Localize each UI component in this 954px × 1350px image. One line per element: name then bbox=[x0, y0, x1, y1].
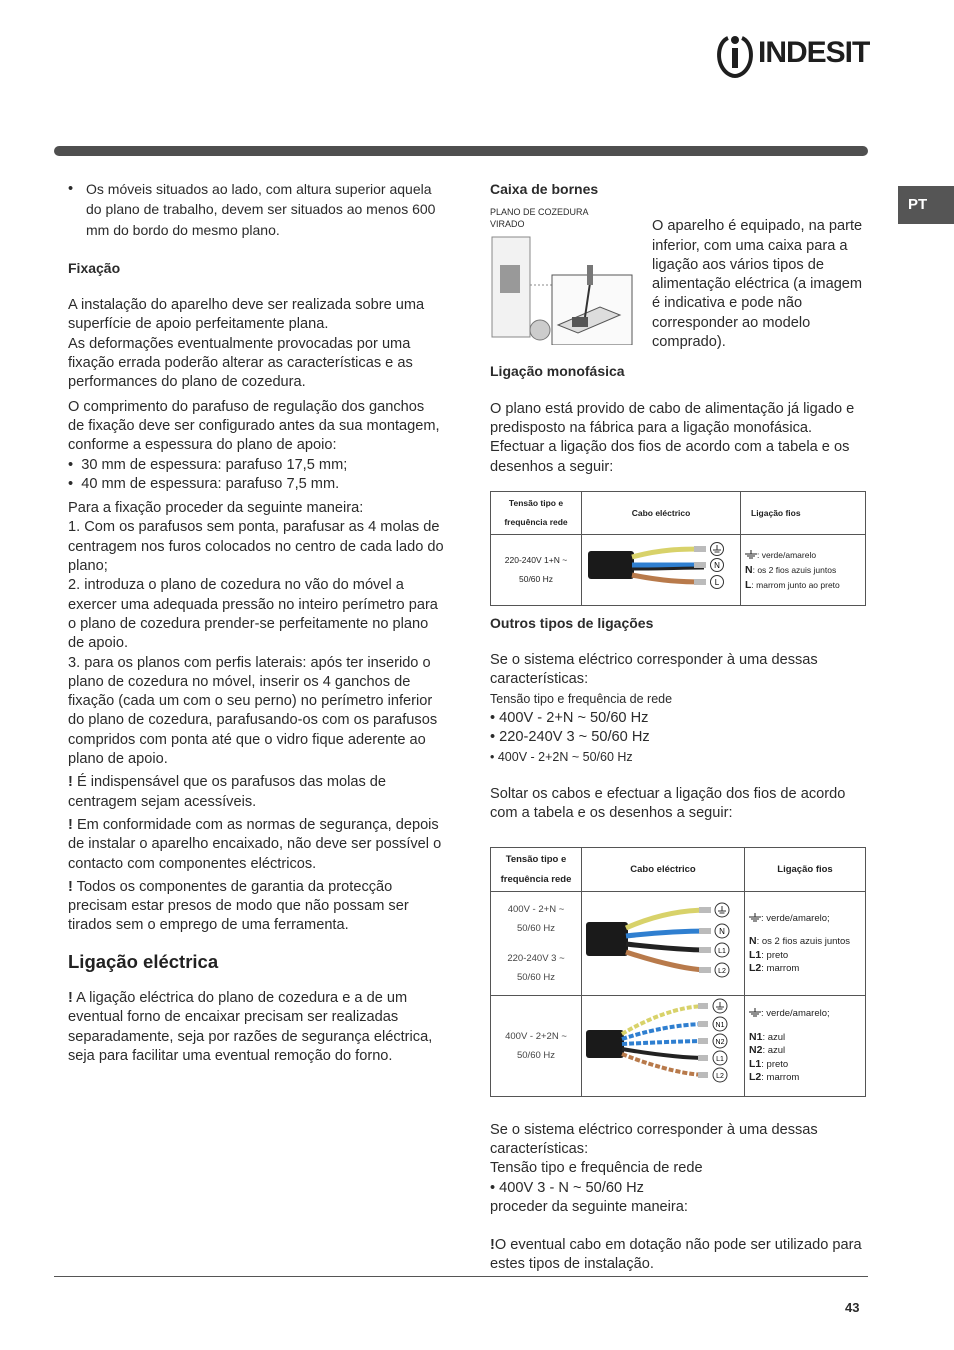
t2-r1-n-key: N bbox=[749, 935, 757, 948]
svg-text:L2: L2 bbox=[716, 1073, 724, 1081]
t2-r1-l2-key: L2 bbox=[749, 962, 762, 975]
warning-1: ! É indispensável que os parafusos das molas de centragem sejam acessíveis. bbox=[68, 774, 387, 810]
final-warning-text: O eventual cabo em dotação não pode ser utilizado para estes tipos de instalação. bbox=[490, 1237, 862, 1273]
terminal-box-illustration bbox=[490, 199, 640, 339]
fixacao-p1: A instalação do aparelho deve ser realizada sobre uma superfície de apoio perfeitamente plana. bbox=[68, 297, 425, 333]
t2-r2-l1-key: L1 bbox=[749, 1057, 762, 1070]
outros-b2: • 220-240V 3 ~ 50/60 Hz bbox=[490, 729, 650, 746]
t2-r2-n1-text: : azul bbox=[762, 1031, 786, 1043]
t1-voltage: 220-240V 1+N ~ 50/60 Hz bbox=[491, 535, 582, 605]
final-p4: proceder da seguinte maneira: bbox=[490, 1198, 688, 1215]
fixacao-bullet-1-text: 30 mm de espessura: parafuso 17,5 mm; bbox=[81, 456, 348, 473]
outros-b1: • 400V - 2+N ~ 50/60 Hz bbox=[490, 709, 649, 726]
fixacao-step-1: 1. Com os parafusos sem ponta, parafusar as 4 molas de centragem nos furos colocados no centro de cada lado do plano; bbox=[68, 519, 444, 575]
t2-r1-l2 bbox=[749, 962, 861, 976]
t2-r2-ground bbox=[749, 1007, 861, 1021]
warning-3: ! Todos os componentes de garantia da protecção precisam estar presos de modo que não possam ser tirados sem o emprego de uma ferramenta. bbox=[68, 878, 409, 934]
t2-r2-l1-text: : preto bbox=[761, 1058, 789, 1070]
mono-title: Ligação monofásica bbox=[490, 363, 625, 380]
t1-header-wiring: Ligação fios bbox=[741, 491, 866, 535]
outros-p2: Tensão tipo e frequência de rede bbox=[490, 691, 673, 706]
outros-p3: Soltar os cabos e efectuar a ligação dos fios de acordo com a tabela e os desenhos a seguir: bbox=[490, 785, 846, 822]
t2-r2-n2 bbox=[749, 1044, 861, 1058]
outros-title: Outros tipos de ligações bbox=[490, 614, 654, 631]
ground-icon bbox=[749, 1008, 761, 1017]
left-column bbox=[68, 180, 444, 1066]
t2-row2-legend bbox=[745, 996, 866, 1096]
t1-cable-drawing bbox=[582, 535, 741, 605]
caixa-block bbox=[490, 199, 868, 352]
header-bar bbox=[54, 146, 868, 156]
t1-ground-text: : verde/amarelo bbox=[757, 549, 817, 560]
t2-r2-ground-text: : verde/amarelo; bbox=[761, 1008, 830, 1020]
svg-text:L: L bbox=[714, 578, 720, 588]
mono-text: O plano está provido de cabo de alimentação já ligado e predisposto na fábrica para a ligação monofásica. Efectuar a ligação dos fios de acordo com a tabela e os desenhos a seguir: bbox=[490, 400, 855, 475]
t2-r1-l1-key: L1 bbox=[749, 948, 762, 961]
fixacao-title: Fixação bbox=[68, 259, 121, 276]
t2-r1-l1 bbox=[749, 949, 861, 963]
final-p3: • 400V 3 - N ~ 50/60 Hz bbox=[490, 1179, 644, 1196]
t1-legend-l bbox=[745, 578, 861, 593]
svg-text:L2: L2 bbox=[718, 968, 726, 976]
svg-text:N: N bbox=[719, 927, 725, 937]
svg-text:N1: N1 bbox=[715, 1022, 725, 1030]
t2-r1-v1: 400V - 2+N ~ 50/60 Hz bbox=[507, 904, 565, 935]
mono-cable-svg bbox=[582, 535, 730, 597]
t1-l-key: L bbox=[745, 578, 752, 591]
fixacao-bullet-2-text: 40 mm de espessura: parafuso 7,5 mm. bbox=[81, 475, 340, 492]
t2-r2-n1 bbox=[749, 1031, 861, 1045]
svg-text:L1: L1 bbox=[716, 1056, 724, 1064]
t2-r2-n2-key: N2 bbox=[749, 1044, 763, 1057]
t1-l-text: : marrom junto ao preto bbox=[751, 579, 840, 590]
t2-r1-ground bbox=[749, 912, 861, 926]
t1-n-text: : os 2 fios azuis juntos bbox=[752, 564, 837, 575]
ground-icon bbox=[749, 913, 761, 922]
four-wire-cable-svg bbox=[582, 996, 736, 1088]
t2-r2-l2-text: : marrom bbox=[761, 1072, 800, 1084]
terminal-box-label: PLANO DE COZEDURA VIRADO bbox=[490, 207, 589, 230]
t2-header-wiring: Ligação fios bbox=[745, 848, 866, 892]
ligacao-warning: ! A ligação eléctrica do plano de cozedura e a de um eventual forno de encaixar precisam ser realizadas separadamente, seja por razões de segurança eléctrica, seja para facilitar uma eventual remoção do forno. bbox=[68, 989, 433, 1064]
warning-2-text: Em conformidade com as normas de segurança, depois de instalar o aparelho encaixado, não deve ser possível o contacto com componentes eléctricos. bbox=[68, 816, 442, 872]
language-tab: PT bbox=[898, 186, 954, 224]
footer-line bbox=[54, 1276, 868, 1277]
fixacao-step-3: 3. para os planos com perfis laterais: após ter inserido o plano de cozedura no móvel, inserir os 4 ganchos de fixação (cada um com o seu perno) no perímetro inferior do plano de cozedura, parafusando-os com os parafusos compridos com ponta até que o vidro fique aderente ao plano de apoio. bbox=[68, 654, 438, 768]
brand-name: INDESIT bbox=[758, 36, 870, 69]
multi-wiring-table bbox=[490, 847, 866, 1096]
terminal-box-drawing bbox=[490, 235, 638, 345]
t2-r1-n bbox=[749, 935, 861, 949]
svg-text:N2: N2 bbox=[715, 1039, 725, 1047]
ligacao-warning-text: A ligação eléctrica do plano de cozedura e a de um eventual forno de encaixar precisam ser realizadas separadamente, seja por razões de segurança eléctrica, seja para facilitar uma eventual remoção do forno. bbox=[68, 989, 433, 1064]
t1-legend bbox=[741, 535, 866, 605]
three-wire-cable-svg bbox=[582, 892, 736, 988]
t2-row1-voltage bbox=[491, 892, 582, 996]
final-p2: Tensão tipo e frequência de rede bbox=[490, 1160, 703, 1177]
t1-header-voltage: Tensão tipo e frequência rede bbox=[491, 491, 582, 535]
svg-text:N: N bbox=[714, 561, 720, 571]
final-p1: Se o sistema eléctrico corresponder à uma dessas características: bbox=[490, 1121, 818, 1157]
t1-legend-n bbox=[745, 563, 861, 578]
mono-wiring-table bbox=[490, 491, 866, 606]
outros-b3: • 400V - 2+2N ~ 50/60 Hz bbox=[490, 749, 633, 764]
t2-r2-l2-key: L2 bbox=[749, 1071, 762, 1084]
bullet-intro-text: Os móveis situados ao lado, com altura superior aquela do plano de trabalho, devem ser situados ao menos 600 mm do bordo do mesmo plano. bbox=[86, 181, 436, 238]
t2-row1-legend bbox=[745, 892, 866, 996]
page-number: 43 bbox=[845, 1300, 860, 1315]
fixacao-p3: O comprimento do parafuso de regulação dos ganchos de fixação deve ser configurado antes da sua montagem, conforme a espessura do plano de apoio: bbox=[68, 398, 440, 454]
ligacao-title: Ligação eléctrica bbox=[68, 950, 219, 972]
t1-n-key: N bbox=[745, 563, 753, 576]
t2-r2-l1 bbox=[749, 1058, 861, 1072]
warning-2: ! Em conformidade com as normas de segurança, depois de instalar o aparelho encaixado, não deve ser possível o contacto com componentes eléctricos. bbox=[68, 816, 442, 872]
fixacao-bullet-2: • 40 mm de espessura: parafuso 7,5 mm. bbox=[68, 475, 340, 492]
warning-3-text: Todos os componentes de garantia da protecção precisam estar presos de modo que não possam ser tirados sem o emprego de uma ferramenta. bbox=[68, 878, 409, 934]
indesit-logo bbox=[714, 30, 874, 78]
t2-r2-n1-key: N1 bbox=[749, 1030, 763, 1043]
fixacao-step-2: 2. introduza o plano de cozedura no vão do móvel a exercer uma adequada pressão no inteiro perímetro para o plano de cozedura prender-se perfeitamente no plano de apoio. bbox=[68, 577, 438, 652]
t2-row2-cable bbox=[582, 996, 745, 1096]
t2-row2-voltage: 400V - 2+2N ~ 50/60 Hz bbox=[491, 996, 582, 1096]
t2-r1-l2-text: : marrom bbox=[761, 963, 800, 975]
t1-header-cable: Cabo eléctrico bbox=[582, 491, 741, 535]
t2-r2-n2-text: : azul bbox=[762, 1045, 786, 1057]
t2-r1-l1-text: : preto bbox=[761, 949, 789, 961]
bullet-intro: • Os móveis situados ao lado, com altura superior aquela do plano de trabalho, devem ser situados ao menos 600 mm do bordo do mesmo plano. bbox=[68, 181, 436, 238]
t2-r1-v2: 220-240V 3 ~ 50/60 Hz bbox=[507, 952, 565, 983]
final-warning: !O eventual cabo em dotação não pode ser utilizado para estes tipos de instalação. bbox=[490, 1237, 862, 1273]
fixacao-bullet-1: • 30 mm de espessura: parafuso 17,5 mm; bbox=[68, 456, 348, 473]
svg-text:L1: L1 bbox=[718, 948, 726, 956]
indesit-logo-icon bbox=[714, 30, 756, 78]
t2-header-cable: Cabo eléctrico bbox=[582, 848, 745, 892]
t1-legend-ground bbox=[745, 548, 861, 563]
caixa-title: Caixa de bornes bbox=[490, 181, 599, 197]
t2-row1-cable bbox=[582, 892, 745, 996]
t2-r1-ground-text: : verde/amarelo; bbox=[761, 912, 830, 924]
ground-icon bbox=[745, 550, 757, 559]
outros-p1: Se o sistema eléctrico corresponder à uma dessas características: bbox=[490, 652, 818, 688]
fixacao-p2: As deformações eventualmente provocadas por uma fixação errada poderão alterar as características e as performances do plano de cozedura. bbox=[68, 335, 413, 391]
warning-1-text: É indispensável que os parafusos das molas de centragem sejam acessíveis. bbox=[68, 774, 387, 810]
t2-r1-n-text: : os 2 fios azuis juntos bbox=[756, 936, 851, 948]
fixacao-p4: Para a fixação proceder da seguinte maneira: bbox=[68, 500, 364, 517]
t2-r2-l2 bbox=[749, 1071, 861, 1085]
caixa-text: O aparelho é equipado, na parte inferior, com uma caixa para a ligação aos vários tipos de alimentação eléctrica (a imagem é indicativa e pode não corresponder ao modelo comprado). bbox=[652, 218, 863, 351]
right-column bbox=[490, 180, 868, 1275]
t2-header-voltage: Tensão tipo e frequência rede bbox=[491, 848, 582, 892]
